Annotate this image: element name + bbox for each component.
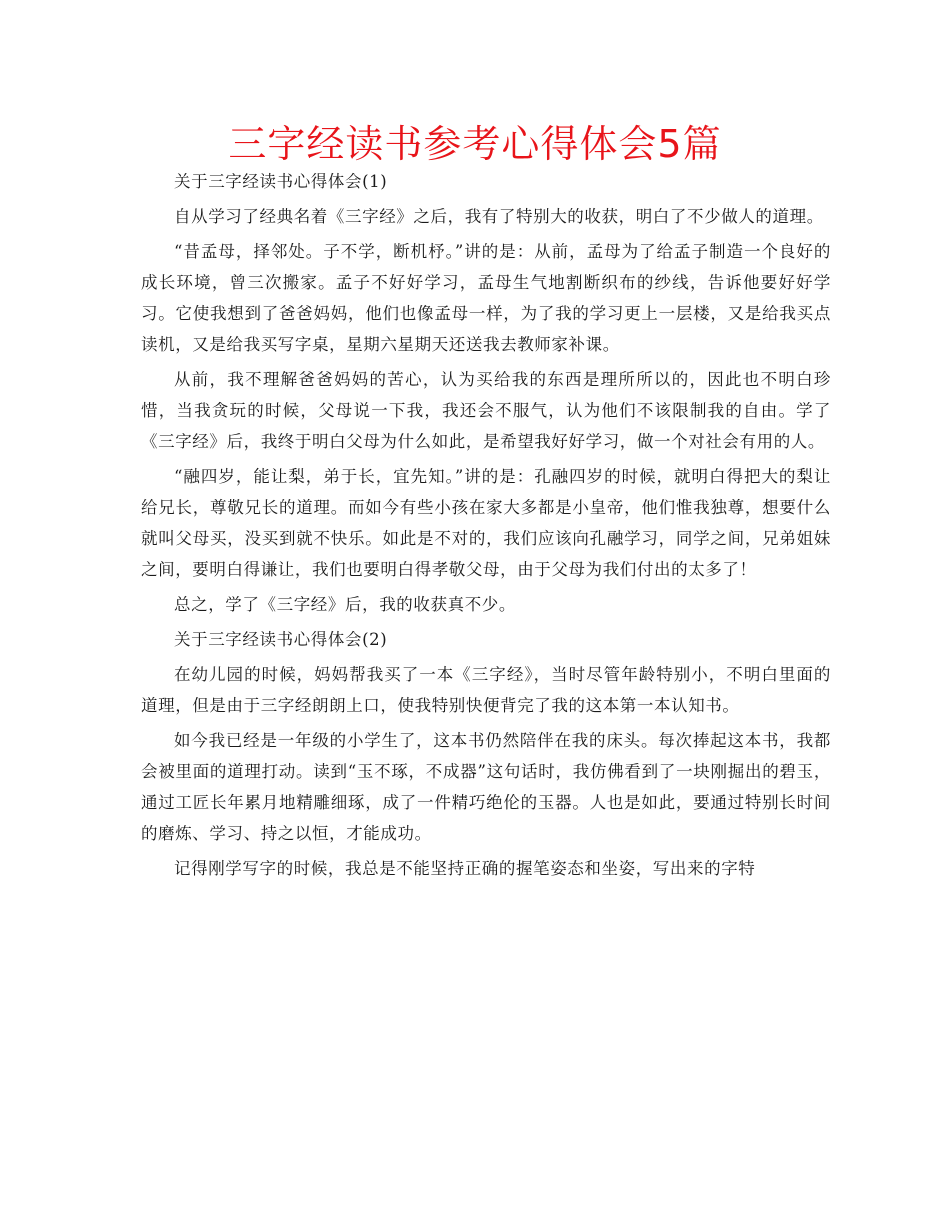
paragraph: “昔孟母，择邻处。子不学，断机杼。”讲的是：从前，孟母为了给孟子制造一个良好的成长环境，曾三次搬家。孟子不好好学习，孟母生气地割断织布的纱线，告诉他要好好学习。它使我想到了爸爸妈妈，他们也像孟母一样，为了我的学习更上一层楼，又是给我买点读机，又是给我买写字桌，星期六星期天还送我去教师家补课。 — [141, 242, 831, 354]
paragraph: 在幼儿园的时候，妈妈帮我买了一本《三字经》，当时尽管年龄特别小，不明白里面的道理，但是由于三字经朗朗上口，使我特别快便背完了我的这本第一本认知书。 — [141, 665, 831, 715]
section-heading: 关于三字经读书心得体会(2) — [174, 630, 388, 649]
paragraph: 如今我已经是一年级的小学生了，这本书仍然陪伴在我的床头。每次捧起这本书，我都会被里面的道理打动。读到“玉不琢，不成器”这句话时，我仿佛看到了一块刚掘出的碧玉，通过工匠长年累月地精雕细琢，成了一件精巧绝伦的玉器。人也是如此，要通过特别长时间的磨炼、学习、持之以恒，才能成功。 — [141, 731, 831, 843]
document-body — [141, 166, 831, 888]
section-heading: 关于三字经读书心得体会(1) — [174, 172, 388, 191]
document-title: 三字经读书参考心得体会5篇 — [228, 122, 722, 166]
paragraph: “融四岁，能让梨，弟于长，宜先知。”讲的是：孔融四岁的时候，就明白得把大的梨让给兄长，尊敬兄长的道理。而如今有些小孩在家大多都是小皇帝，他们惟我独尊，想要什么就叫父母买，没买到就不快乐。如此是不对的，我们应该向孔融学习，同学之间，兄弟姐妹之间，要明白得谦让，我们也要明白得孝敬父母，由于父母为我们付出的太多了！ — [141, 467, 831, 579]
paragraph: 自从学习了经典名着《三字经》之后，我有了特别大的收获，明白了不少做人的道理。 — [174, 207, 824, 226]
paragraph: 总之，学了《三字经》后，我的收获真不少。 — [174, 595, 516, 614]
paragraph: 记得刚学写字的时候，我总是不能坚持正确的握笔姿态和坐姿，写出来的字特 — [174, 859, 756, 878]
paragraph: 从前，我不理解爸爸妈妈的苦心，认为买给我的东西是理所所以的，因此也不明白珍惜，当我贪玩的时候，父母说一下我，我还会不服气，认为他们不该限制我的自由。学了《三字经》后，我终于明白父母为什么如此，是希望我好好学习，做一个对社会有用的人。 — [141, 370, 831, 451]
